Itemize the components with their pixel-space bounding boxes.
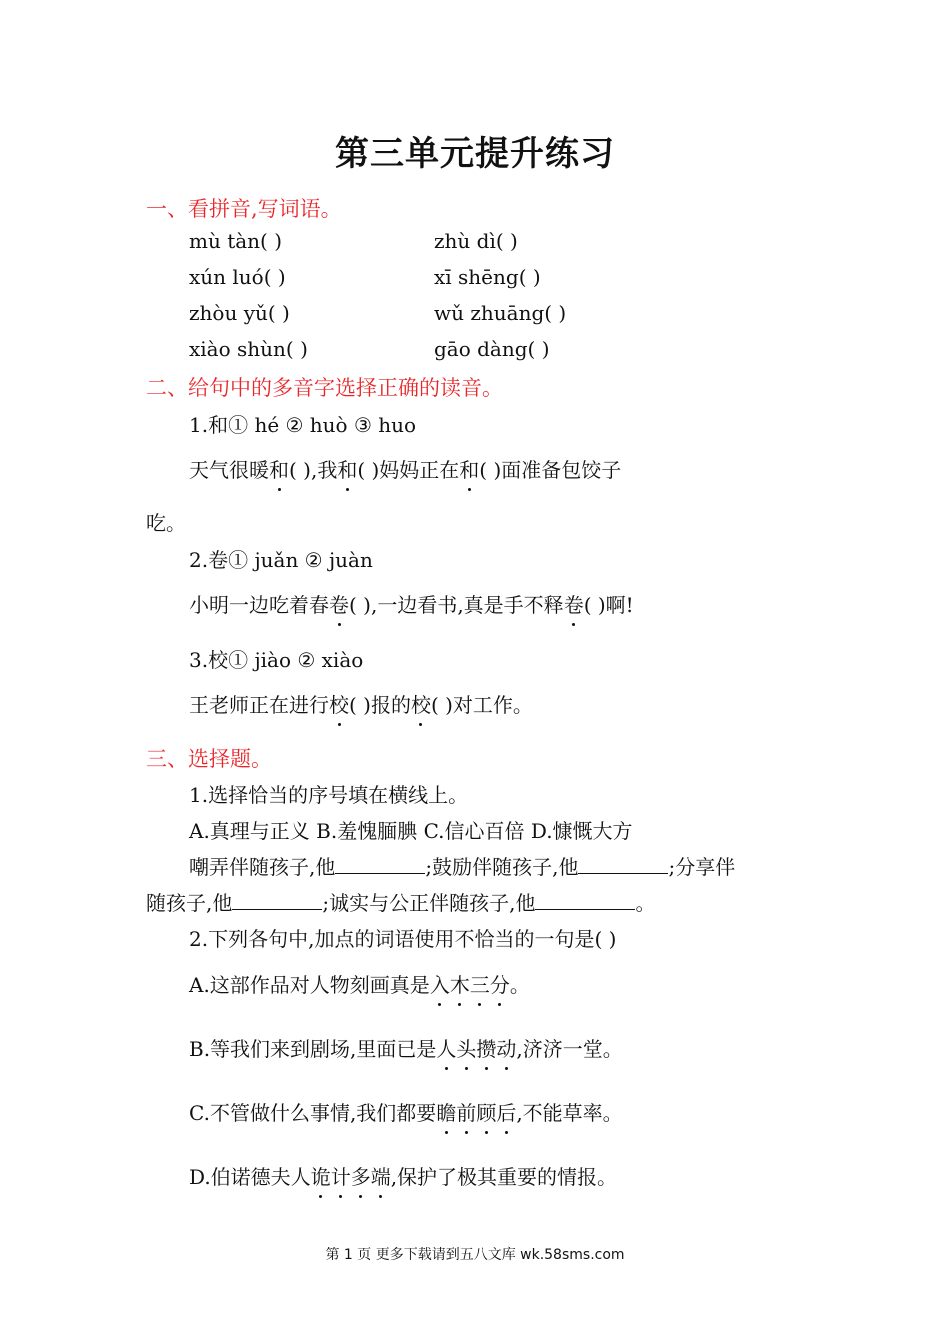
options-line: A.真理与正义 B.羞愧腼腆 C.信心百倍 D.慷慨大方 [189, 819, 633, 843]
sentence-text: ;鼓励伴随孩子,他 [425, 855, 579, 879]
pinyin-item: mù tàn( ) [189, 229, 283, 253]
option-a [189, 969, 530, 998]
sentence-text: ,保护了极其重要的情报。 [390, 1165, 618, 1189]
page-footer: 第 1 页 更多下载请到五八文库 wk.58sms.com [325, 1247, 625, 1263]
sentence-text: 。 [509, 973, 530, 997]
sentence-text: ,不能草率。 [516, 1101, 623, 1125]
dotted-char: 攒 [476, 1037, 497, 1061]
sentence-text: ( )报的 [349, 693, 411, 717]
question-sentence [189, 689, 533, 718]
dotted-char: 校 [329, 693, 349, 717]
sentence-text: 小明一边吃着春 [189, 593, 329, 617]
option-c [189, 1097, 623, 1126]
option-b [189, 1033, 623, 1062]
dotted-char: 多 [350, 1165, 371, 1189]
question-label: 1.和① hé ② huò ③ huo [189, 413, 417, 437]
sentence-text: ( )面准备包饺子 [479, 458, 622, 482]
dotted-char: 后 [496, 1101, 517, 1125]
sentence-text: ;分享伴 [668, 855, 736, 879]
sentence-text: 随孩子,他 [146, 891, 233, 915]
sentence-text: ;诚实与公正伴随孩子,他 [322, 891, 536, 915]
pinyin-item: xún luó( ) [189, 265, 286, 289]
dotted-char: 卷 [563, 593, 584, 617]
dotted-char: 人 [436, 1037, 457, 1061]
sentence-text: D.伯诺德夫人 [189, 1165, 311, 1189]
sentence-text: ( )妈妈正在 [357, 458, 460, 482]
pinyin-item: xiào shùn( ) [189, 337, 308, 361]
pinyin-item: xī shēng( ) [434, 265, 541, 289]
dotted-char: 诡 [310, 1165, 331, 1189]
sentence-text: 天气很暖 [189, 458, 269, 482]
dotted-char: 校 [410, 693, 431, 717]
dotted-char: 三 [469, 973, 490, 997]
page-title: 第三单元提升练习 [335, 134, 615, 174]
question-sentence [189, 589, 634, 618]
question-label: 3.校① jiào ② xiào [189, 648, 364, 672]
question-sentence-continued: 吃。 [146, 511, 186, 535]
fill-blank-line [146, 887, 655, 916]
dotted-char: 端 [370, 1165, 391, 1189]
sentence-text: 。 [635, 891, 656, 915]
question-label: 1.选择恰当的序号填在横线上。 [189, 783, 469, 807]
sentence-text: 王老师正在进行 [189, 693, 329, 717]
dotted-char: 瞻 [436, 1101, 457, 1125]
pinyin-item: zhòu yǔ( ) [189, 301, 290, 325]
dotted-char: 顾 [476, 1101, 497, 1125]
sentence-text: B.等我们来到剧场,里面已是 [189, 1037, 437, 1061]
section-3-heading: 三、选择题。 [146, 747, 272, 771]
dotted-char: 和 [337, 458, 358, 482]
option-d [189, 1161, 617, 1190]
question-label: 2.下列各句中,加点的词语使用不恰当的一句是( ) [189, 927, 617, 951]
sentence-text: ( )啊! [583, 593, 634, 617]
sentence-text: ( ),一边看书,真是手不释 [349, 593, 564, 617]
sentence-text: 嘲弄伴随孩子,他 [189, 855, 336, 879]
dotted-char: 计 [330, 1165, 351, 1189]
dotted-char: 前 [456, 1101, 477, 1125]
pinyin-item: wǔ zhuāng( ) [434, 301, 567, 325]
section-2-heading: 二、给句中的多音字选择正确的读音。 [146, 376, 503, 400]
answer-blank[interactable] [232, 891, 322, 910]
sentence-text: ,济济一堂。 [516, 1037, 623, 1061]
dotted-char: 木 [449, 973, 470, 997]
dotted-char: 动 [496, 1037, 517, 1061]
sentence-text: ( ),我 [289, 458, 338, 482]
dotted-char: 入 [429, 973, 450, 997]
sentence-text: C.不管做什么事情,我们都要 [189, 1101, 437, 1125]
dotted-char: 头 [456, 1037, 477, 1061]
answer-blank[interactable] [578, 855, 668, 874]
sentence-text: ( )对工作。 [430, 693, 533, 717]
dotted-char: 分 [489, 973, 510, 997]
question-label: 2.卷① juǎn ② juàn [189, 548, 373, 572]
sentence-text: A.这部作品对人物刻画真是 [189, 973, 430, 997]
answer-blank[interactable] [535, 891, 635, 910]
question-sentence [189, 454, 621, 483]
dotted-char: 卷 [329, 593, 349, 617]
dotted-char: 和 [459, 458, 480, 482]
section-1-heading: 一、看拼音,写词语。 [146, 197, 342, 221]
answer-blank[interactable] [335, 855, 425, 874]
fill-blank-line [189, 851, 735, 880]
pinyin-item: gāo dàng( ) [434, 337, 550, 361]
dotted-char: 和 [269, 458, 289, 482]
pinyin-item: zhù dì( ) [434, 229, 518, 253]
